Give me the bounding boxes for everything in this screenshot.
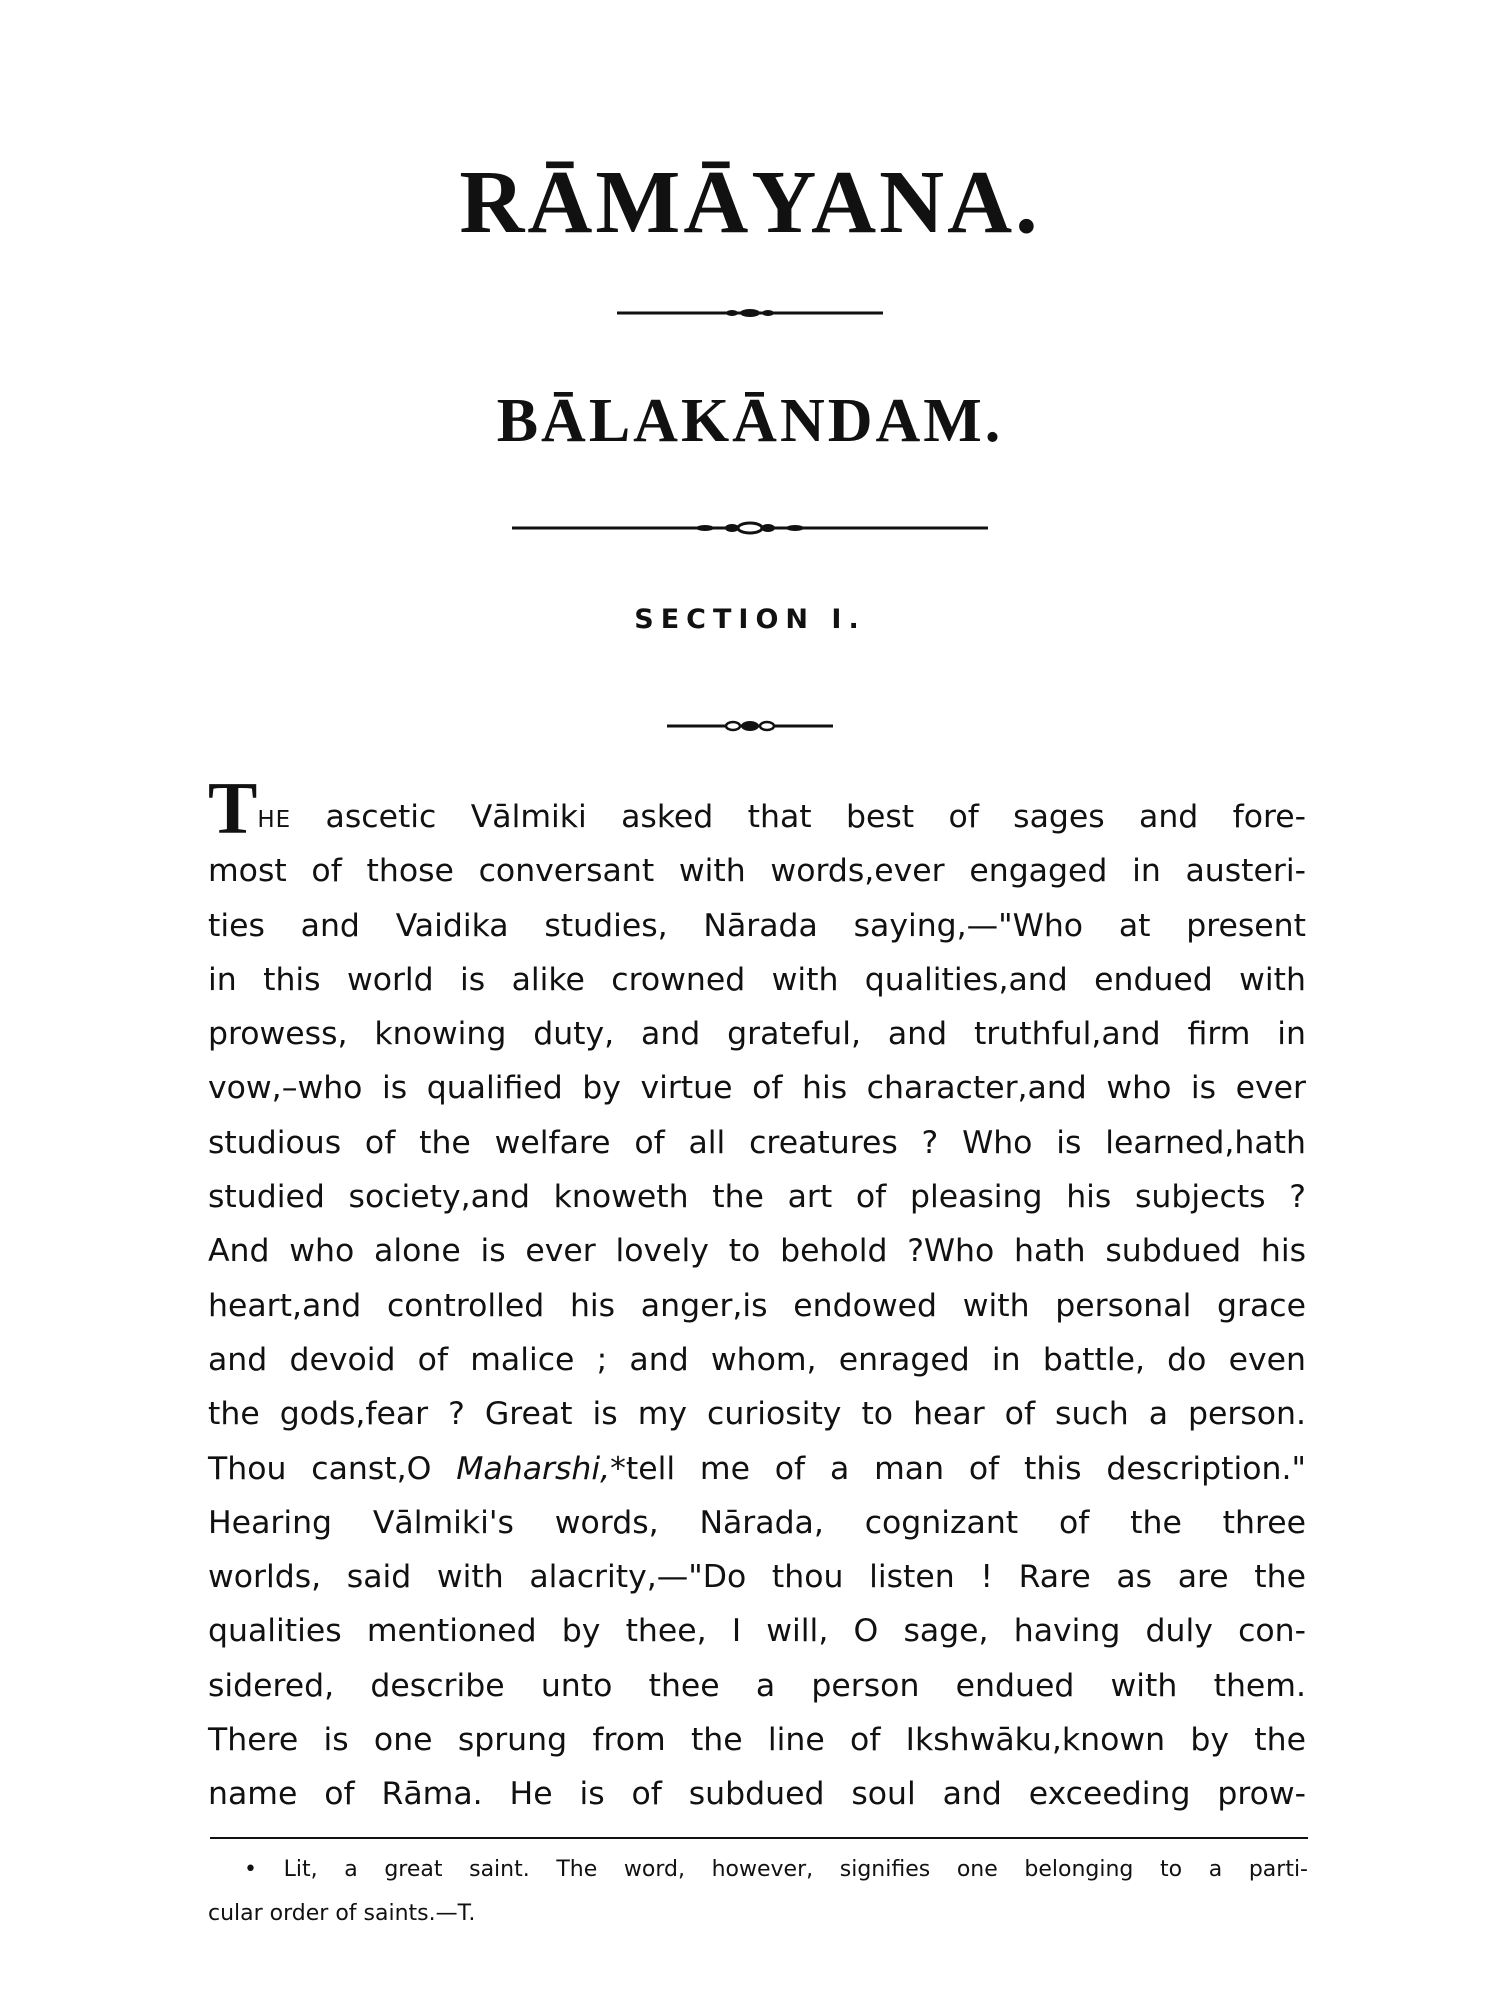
drop-cap-rest: HE	[257, 807, 292, 833]
text-line: studious of the welfare of all creatures ? Who is learned,hath	[208, 1124, 1306, 1161]
text-line: ties and Vaidika studies, Nārada saying,—"Who at present	[208, 907, 1306, 944]
footnote	[208, 1848, 1308, 1936]
drop-cap: T	[208, 768, 258, 850]
text-line: and devoid of malice ; and whom, enraged in battle, do even	[208, 1341, 1306, 1378]
section-heading: SECTION I.	[634, 604, 866, 635]
footnote-line: • Lit, a great saint. The word, however, signifies one belonging to a parti-	[244, 1857, 1308, 1882]
title-ornament-rule	[615, 306, 885, 320]
text-line	[208, 768, 1306, 850]
section-ornament-rule	[665, 719, 835, 733]
text-line: vow,–who is qualified by virtue of his character,and who is ever	[208, 1070, 1306, 1107]
text-line: qualities mentioned by thee, I will, O sage, having duly con-	[208, 1613, 1306, 1650]
text-line: There is one sprung from the line of Ikshwāku,known by the	[208, 1722, 1306, 1759]
text-line: studied society,and knoweth the art of pleasing his subjects ?	[208, 1179, 1306, 1216]
maharshi-italic: Maharshi,	[456, 1450, 611, 1487]
first-line-text: ascetic Vālmiki asked that best of sages and fore-	[291, 799, 1306, 835]
book-subtitle: BĀLAKĀNDAM.	[496, 387, 1004, 455]
text-line: Hearing Vālmiki's words, Nārada, cognizant of the three	[208, 1504, 1306, 1541]
maharshi-line-start: Thou canst,O	[208, 1450, 457, 1487]
page-title: RĀMĀYANA.	[459, 153, 1041, 252]
text-line: in this world is alike crowned with qualities,and endued with	[208, 961, 1306, 998]
text-line: prowess, knowing duty, and grateful, and truthful,and firm in	[208, 1016, 1306, 1053]
text-line: the gods,fear ? Great is my curiosity to hear of such a person.	[208, 1396, 1306, 1433]
text-line	[208, 1442, 1306, 1496]
body-paragraph	[208, 768, 1306, 1822]
footnote-divider	[210, 1837, 1308, 1839]
maharshi-line-end: *tell me of a man of this description."	[610, 1450, 1306, 1487]
subtitle-ornament-rule	[510, 520, 990, 536]
text-line: And who alone is ever lovely to behold ?Who hath subdued his	[208, 1233, 1306, 1270]
text-line: name of Rāma. He is of subdued soul and exceeding prow-	[208, 1776, 1306, 1813]
text-line: worlds, said with alacrity,—"Do thou listen ! Rare as are the	[208, 1559, 1306, 1596]
footnote-line: cular order of saints.—T.	[208, 1901, 476, 1926]
text-line: sidered, describe unto thee a person endued with them.	[208, 1667, 1306, 1704]
text-line: heart,and controlled his anger,is endowed with personal grace	[208, 1287, 1306, 1324]
text-line: most of those conversant with words,ever engaged in austeri-	[208, 853, 1306, 890]
